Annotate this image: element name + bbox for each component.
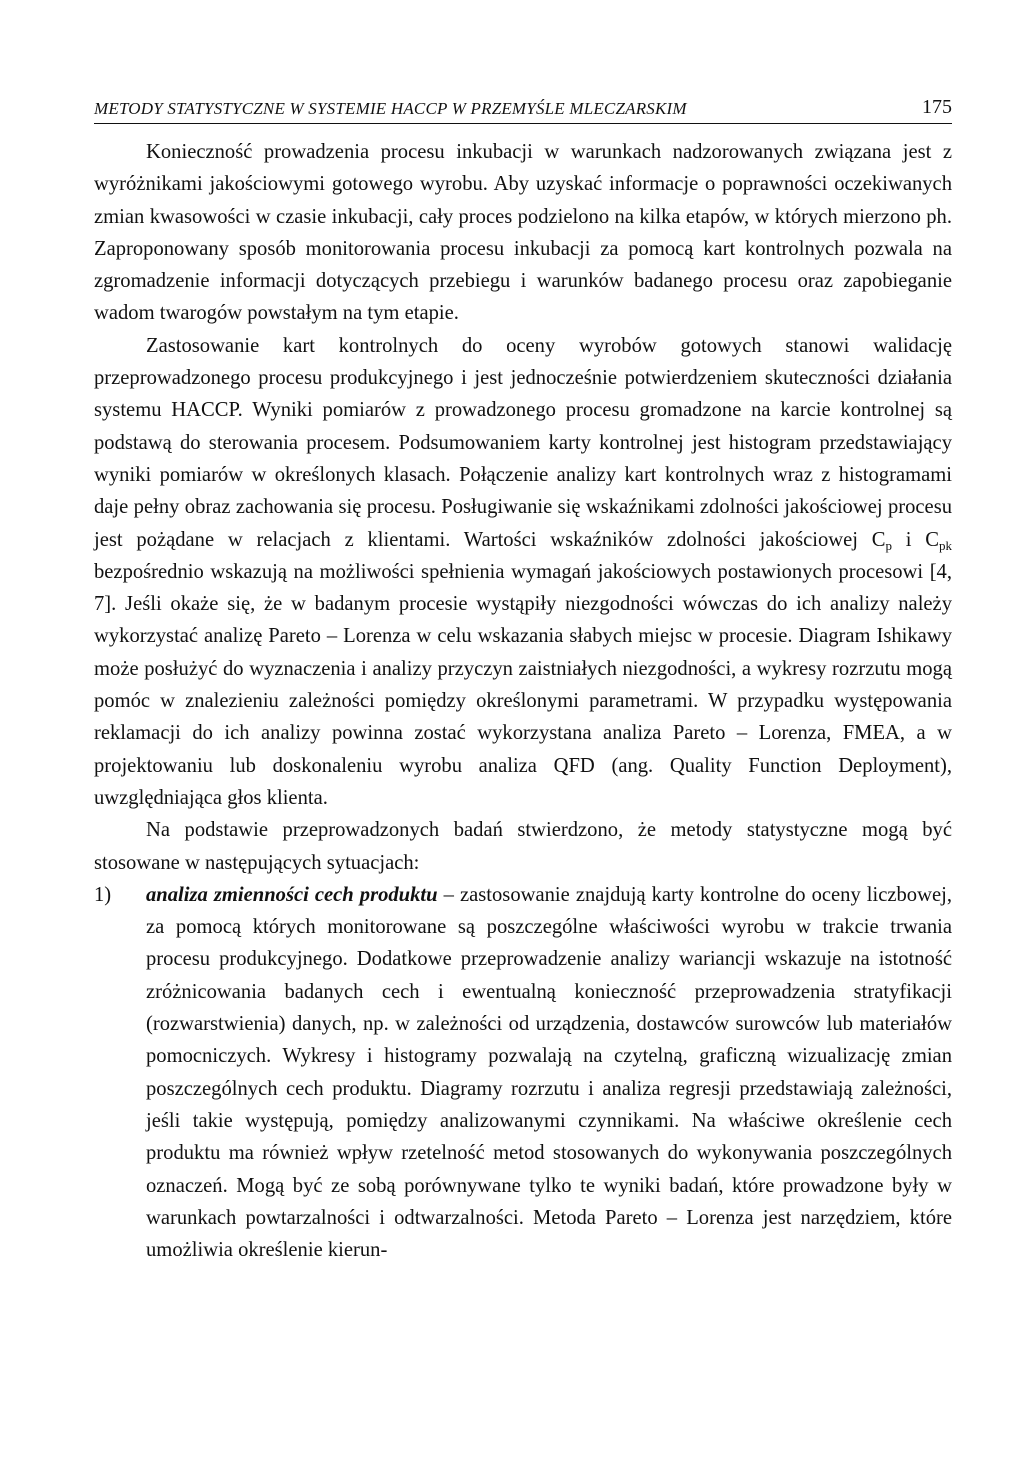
page xyxy=(94,96,952,1266)
situations-list xyxy=(94,879,952,1267)
page-number: 175 xyxy=(922,96,952,118)
paragraph-3: Na podstawie przeprowadzonych badań stwierdzono, że metody statystyczne mogą być stosowane w następujących sytuacjach: xyxy=(94,819,952,874)
cpk-subscript: pk xyxy=(939,537,952,553)
running-head xyxy=(94,96,952,124)
paragraph-2 xyxy=(94,330,952,814)
list-item-text: – zastosowanie znajdują karty kontrolne do oceny liczbowej, za pomocą których monitorowane są poszczególne właściwości wyrobu w trakcie trwania procesu produkcyjnego. Dodatkowe przeprowadzenie analizy wariancji wskazuje na istotność zróżnicowania badanych cech i ewentualną konieczność przeprowadzenia stratyfikacji (rozwarstwienia) danych, np. w zależności od urządzenia, dostawców surowców lub materiałów pomocniczych. Wykresy i histogramy pozwalają na czytelną, graficzną wizualizację zmian poszczególnych cech produktu. Diagramy rozrzutu i analiza regresji przedstawiają zależności, jeśli takie występują, pomiędzy analizowanymi czynnikami. Na właściwe określenie cech produktu ma również wpływ rzetelność metod stosowanych do wykonywania poszczególnych oznaczeń. Mogą być ze sobą porównywane tylko te wyniki badań, które prowadzone były w warunkach powtarzalności i odtwarzalności. Metoda Pareto – Lorenza jest narzędziem, które umożliwia określenie kierun- xyxy=(146,883,952,1262)
cp-subscript: p xyxy=(885,537,893,553)
running-title: METODY STATYSTYCZNE W SYSTEMIE HACCP W PRZEMYŚLE MLECZARSKIM xyxy=(94,99,687,118)
paragraph-2-join: i C xyxy=(892,528,939,551)
paragraph-2-rest: bezpośrednio wskazują na możliwości spełnienia wymagań jakościowych postawionych procesowi [4, 7]. Jeśli okaże się, że w badanym procesie wystąpiły niezgodności wówczas do ich analizy należy wykorzystać analizę Pareto – Lorenza w celu wskazania słabych miejsc w procesie. Diagram Ishikawy może posłużyć do wyznaczenia i analizy przyczyn zaistniałych niezgodności, a wykresy rozrzutu mogą pomóc w znalezieniu zależności pomiędzy określonymi parametrami. W przypadku występowania reklamacji do ich analizy powinna zostać wykorzystana analiza Pareto – Lorenza, FMEA, a w projektowaniu lub doskonaleniu wyrobu analiza QFD (ang. Quality Function Deployment), uwzględniająca głos klienta. xyxy=(94,560,952,809)
body-text xyxy=(94,136,952,1266)
list-item-term: analiza zmienności cech produktu xyxy=(146,883,438,906)
list-item-body xyxy=(146,879,952,1267)
paragraph-2-text: Zastosowanie kart kontrolnych do oceny wyrobów gotowych stanowi walidację przeprowadzonego procesu produkcyjnego i jest jednocześnie potwierdzeniem skuteczności działania systemu HACCP. Wyniki pomiarów z prowadzonego procesu gromadzone na karcie kontrolnej są podstawą do sterowania procesem. Podsumowaniem karty kontrolnej jest histogram przedstawiający wyniki pomiarów w określonych klasach. Połączenie analizy kart kontrolnych wraz z histogramami daje pełny obraz zachowania się procesu. Posługiwanie się wskaźnikami zdolności jakościowej procesu jest pożądane w relacjach z klientami. Wartości wskaźników zdolności jakościowej C xyxy=(94,334,952,551)
paragraph-1: Konieczność prowadzenia procesu inkubacji w warunkach nadzorowanych związana jest z wyróżnikami jakościowymi gotowego wyrobu. Aby uzyskać informacje o poprawności oczekiwanych zmian kwasowości w czasie inkubacji, cały proces podzielono na kilka etapów, w których mierzono ph. Zaproponowany sposób monitorowania procesu inkubacji za pomocą kart kontrolnych pozwala na zgromadzenie informacji dotyczących przebiegu i warunków badanego procesu oraz zapobieganie wadom twarogów powstałym na tym etapie. xyxy=(94,141,952,325)
list-item xyxy=(94,879,952,1267)
list-item-number: 1) xyxy=(94,883,112,906)
